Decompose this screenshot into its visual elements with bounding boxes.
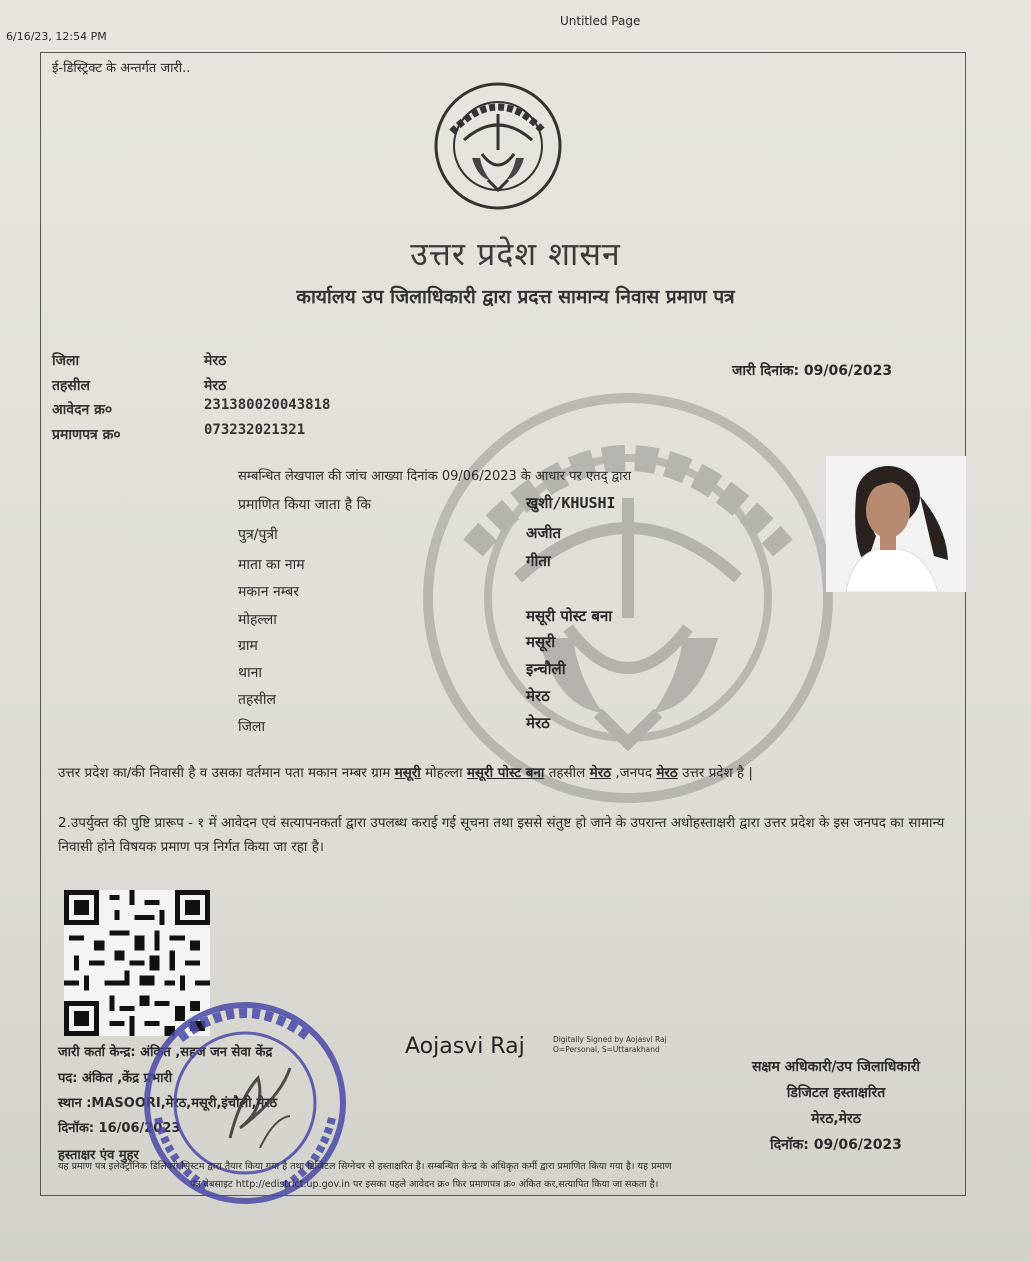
field-label-mohalla: मोहल्ला	[238, 612, 277, 628]
field-value-mohalla: मसूरी पोस्ट बना	[526, 607, 613, 625]
digital-signer-name: Aojasvi Raj	[405, 1034, 525, 1059]
print-datetime: 6/16/23, 12:54 PM	[6, 30, 107, 43]
digital-signature-note	[553, 1035, 667, 1055]
residence-text-4: ,जनपद	[611, 765, 657, 781]
field-label-mother-name: माता का नाम	[238, 557, 305, 573]
residence-tehsil: मेरठ	[589, 765, 612, 781]
print-page-title: Untitled Page	[560, 14, 641, 28]
district-label: जिला	[52, 353, 80, 369]
field-label-district: जिला	[238, 719, 266, 735]
residence-mohalla: मसूरी पोस्ट बना	[466, 765, 545, 781]
residence-district: मेरठ	[656, 765, 678, 781]
issuer-place: स्थान :MASOORI,मेरठ,मसूरी,इंचौली,मेरठ	[58, 1096, 278, 1111]
authority-place: मेरठ,मेरठ	[811, 1111, 861, 1127]
district-value: मेरठ	[204, 353, 227, 369]
residence-text-2: मोहल्ला	[420, 765, 467, 781]
field-value-village: मसूरी	[526, 633, 556, 651]
residence-village: मसूरी	[394, 765, 421, 781]
residence-text-5: उत्तर प्रदेश है |	[677, 765, 753, 781]
residence-statement	[58, 761, 958, 785]
field-label-house-number: मकान नम्बर	[238, 584, 300, 600]
issuing-center: जारी कर्ता केन्द्र: अंकित ,सहज जन सेवा केंद्र	[58, 1045, 273, 1060]
applicant-photo	[826, 456, 966, 592]
application-no-label: आवेदन क्र०	[52, 402, 113, 418]
residence-text-1: उत्तर प्रदेश का/की निवासी है व उसका वर्तमान पता मकान नम्बर ग्राम	[58, 765, 395, 781]
issue-date: जारी दिनांक: 09/06/2023	[732, 363, 893, 379]
emblem-watermark-icon	[418, 388, 838, 808]
tehsil-value: मेरठ	[204, 378, 227, 394]
application-no-value: 231380020043818	[204, 397, 331, 413]
field-value-father: अजीत	[526, 524, 562, 542]
certificate-no-value: 073232021321	[204, 422, 306, 438]
issuer-sign-label: हस्ताक्षर एंव मुहर	[58, 1148, 139, 1163]
footer-line-1: यह प्रमाण पत्र इलेक्ट्रॉनिक डिलिवरी सिस्टम द्वारा तैयार किया गया है तथा डिजिटल सिग्नेचर से हस्ताक्षरित है। सम्बन्धित केन्द्र के अधिकृत कर्मी द्वारा प्रमाणित किया गया है। यह प्रमाण	[58, 1161, 672, 1172]
field-value-mother: गीता	[526, 552, 551, 570]
up-government-emblem-icon	[432, 80, 564, 212]
authority-date: दिनॉक: 09/06/2023	[770, 1137, 902, 1153]
residence-text-3: तहसील	[544, 765, 590, 781]
field-label-police-station: थाना	[238, 665, 262, 681]
field-label-village: ग्राम	[238, 638, 258, 654]
field-label-certified-name: प्रमाणित किया जाता है कि	[238, 497, 372, 513]
competent-authority: सक्षम अधिकारी/उप जिलाधिकारी	[751, 1059, 921, 1075]
issuer-date: दिनॉक: 16/06/2023	[58, 1121, 181, 1136]
digitally-signed-label: डिजिटल हस्ताक्षरित	[786, 1085, 886, 1101]
digital-signature-note-line1: Digitally Signed by Aojasvi Raj	[553, 1035, 667, 1044]
issued-under-note: ई-डिस्ट्रिक्ट के अन्तर्गत जारी..	[52, 61, 191, 76]
tehsil-label: तहसील	[52, 378, 90, 394]
applicant-photo-icon	[826, 456, 966, 592]
confirmation-statement: 2.उपर्युक्त की पुष्टि प्रारूप - १ में आवेदन एवं सत्यापनकर्ता द्वारा उपलब्ध कराई गई सूचना तथा इससे संतुष्ट हो जाने के उपरान्त अधोहस्ताक्षरी द्वारा उत्तर प्रदेश के इस जनपद का सामान्य निवासी होने विषयक प्रमाण पत्र निर्गत किया जा रहा है।	[58, 815, 945, 855]
certificate-no-label: प्रमाणपत्र क्र०	[52, 427, 121, 443]
digital-signature-note-line2: O=Personal, S=Uttarakhand	[553, 1045, 660, 1054]
certificate-title: कार्यालय उप जिलाधिकारी द्वारा प्रदत्त सामान्य निवास प्रमाण पत्र	[296, 286, 735, 308]
field-label-son-daughter: पुत्र/पुत्री	[238, 527, 278, 543]
field-value-police-station: इन्चौली	[526, 660, 566, 678]
footer-line-2: पत्र वेबसाइट http://edistrict.up.gov.in पर इसका पहले आवेदन क्र० फिर प्रमाणपत्र क्र० अंकित कर,सत्यापित किया जा सकता है।	[190, 1179, 659, 1190]
field-label-tehsil: तहसील	[238, 692, 276, 708]
government-title: उत्तर प्रदेश शासन	[410, 235, 621, 273]
round-seal-stamp-icon	[140, 998, 350, 1208]
field-value-district: मेरठ	[526, 714, 550, 732]
field-value-tehsil: मेरठ	[526, 687, 550, 705]
verification-intro: सम्बन्धित लेखपाल की जांच आख्या दिनांक 09/06/2023 के आधार पर एतद् द्वारा	[238, 469, 632, 484]
field-value-name: खुशी/KHUSHI	[526, 494, 616, 512]
issuer-post: पद: अंकित ,केंद्र प्रभारी	[58, 1071, 173, 1086]
